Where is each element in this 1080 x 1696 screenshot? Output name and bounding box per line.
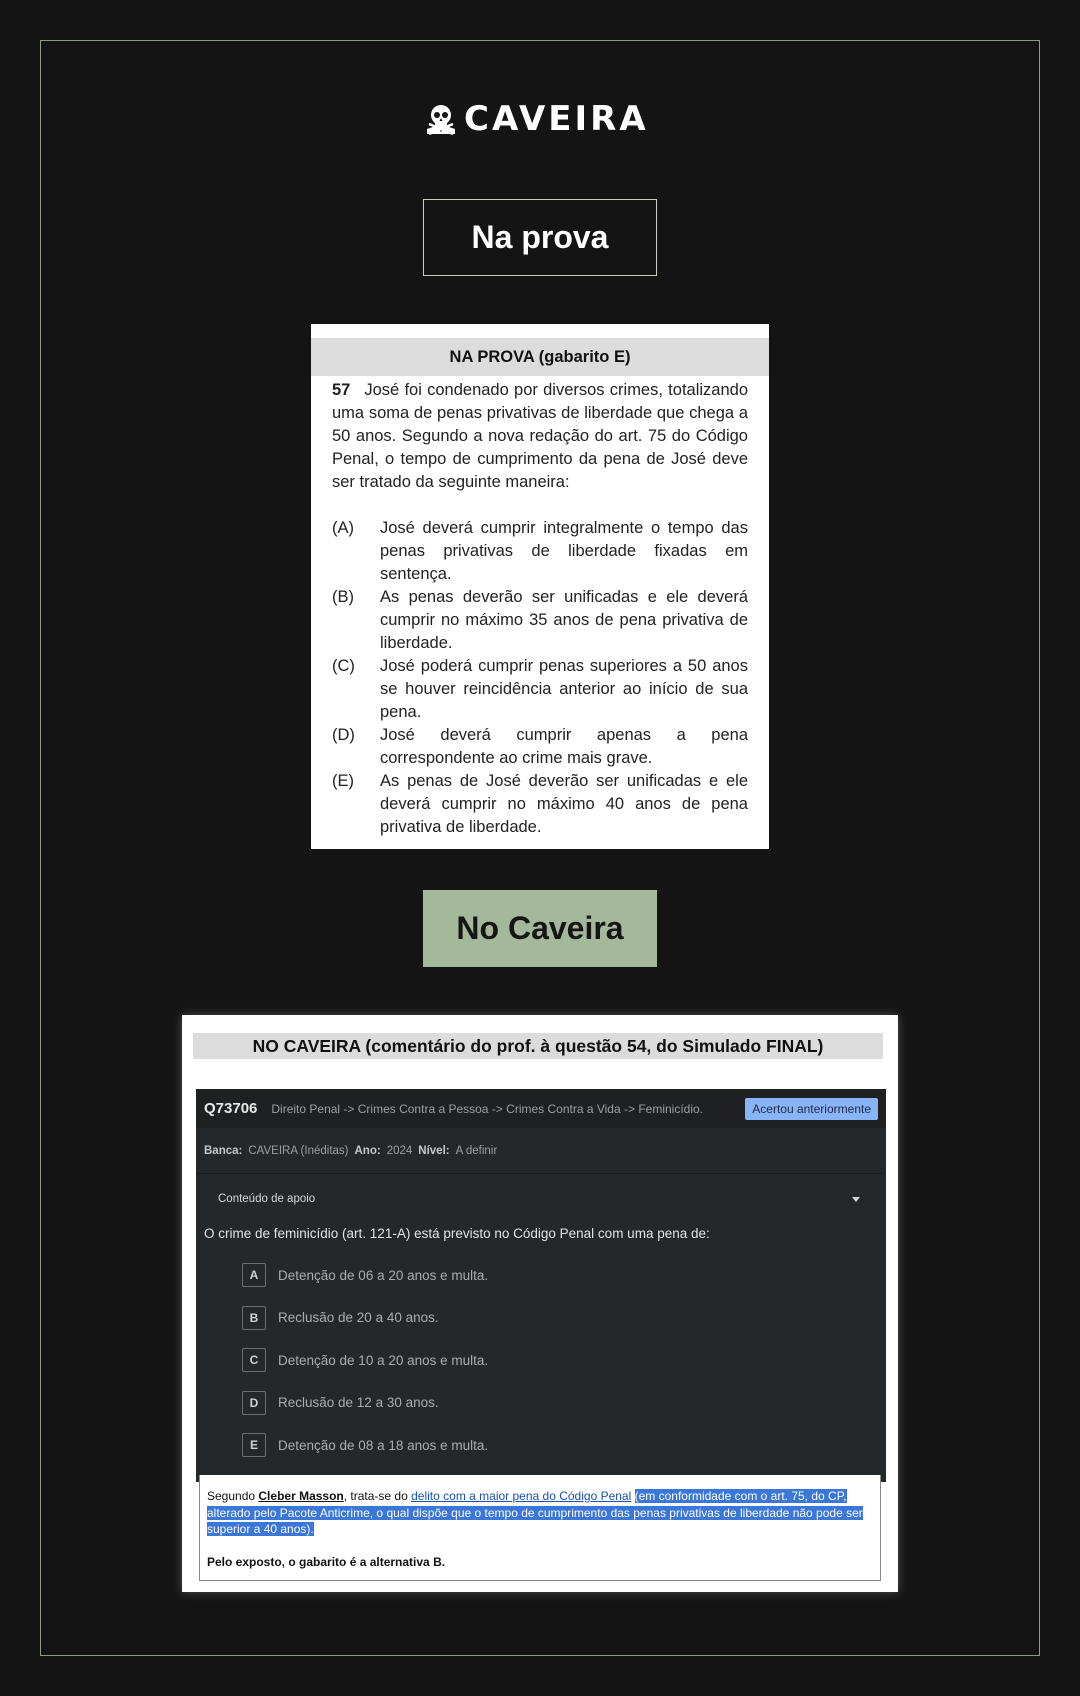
exam-option xyxy=(332,586,748,655)
option-text: José poderá cumprir penas superiores a 50 anos se houver reincidência anterior ao início de sua pena. xyxy=(380,657,748,721)
exam-header: NA PROVA (gabarito E) xyxy=(311,338,769,376)
question-stem: José foi condenado por diversos crimes, totalizando uma soma de penas privativas de liberdade que chega a 50 anos. Segundo a nova redação do art. 75 do Código Penal, o tempo de cumprimento da pena de José deve ser tratado da seguinte maneira: xyxy=(332,381,748,491)
option-letter: (B) xyxy=(332,588,354,606)
question-topbar xyxy=(196,1089,886,1128)
brand-name: CAVEIRA xyxy=(464,99,649,139)
chevron-down-icon xyxy=(852,1197,860,1202)
exam-option xyxy=(332,655,748,724)
comment-author: Cleber Masson xyxy=(258,1489,344,1503)
alternative-letter[interactable]: D xyxy=(242,1391,266,1415)
question-stem: O crime de feminicídio (art. 121-A) está previsto no Código Penal com uma pena de: xyxy=(204,1226,710,1241)
alternative-c[interactable] xyxy=(242,1339,886,1382)
question-number: 57 xyxy=(332,381,351,399)
option-letter: (E) xyxy=(332,772,354,790)
alternative-d[interactable] xyxy=(242,1382,886,1425)
comment-mid: , trata-se do xyxy=(343,1489,412,1503)
alternative-letter[interactable]: A xyxy=(242,1263,266,1287)
alternative-text[interactable]: Reclusão de 12 a 30 anos. xyxy=(278,1395,439,1411)
option-letter: (C) xyxy=(332,657,355,675)
option-text: José deverá cumprir apenas a pena correspondente ao crime mais grave. xyxy=(380,726,748,767)
exam-option xyxy=(332,724,748,770)
option-text: As penas de José deverão ser unificadas e ele deverá cumprir no máximo 40 anos de pena privativa de liberdade. xyxy=(380,772,748,836)
option-letter: (D) xyxy=(332,726,355,744)
banca-label: Banca: xyxy=(204,1144,243,1157)
comment-conclusion: Pelo exposto, o gabarito é a alternativa B. xyxy=(207,1554,446,1569)
alternative-letter[interactable]: B xyxy=(242,1306,266,1330)
nivel-label: Nível: xyxy=(418,1144,450,1157)
caveira-screenshot xyxy=(182,1015,898,1592)
nivel-value: A definir xyxy=(455,1144,498,1157)
exam-option xyxy=(332,517,748,586)
exam-question-text xyxy=(332,379,748,494)
alternative-text[interactable]: Reclusão de 20 a 40 anos. xyxy=(278,1310,439,1326)
alternative-text[interactable]: Detenção de 10 a 20 anos e multa. xyxy=(278,1352,489,1368)
alternative-text[interactable]: Detenção de 06 a 20 anos e multa. xyxy=(278,1267,489,1283)
alternative-b[interactable] xyxy=(242,1297,886,1340)
question-id[interactable]: Q73706 xyxy=(204,1100,258,1117)
comment-intro: Segundo xyxy=(207,1489,259,1503)
professor-comment xyxy=(199,1475,881,1581)
option-text: As penas deverão ser unificadas e ele deverá cumprir no máximo 35 anos de pena privativa de liberdade. xyxy=(380,588,748,652)
alternative-text[interactable]: Detenção de 08 a 18 anos e multa. xyxy=(278,1437,489,1453)
skull-icon xyxy=(424,102,458,136)
exam-question-sheet xyxy=(311,324,769,849)
section-label-exam: Na prova xyxy=(423,199,657,276)
comment-highlight: (em conformidade com o art. 75, do CP, alterado pelo Pacote Anticrime, o qual dispõe que o tempo de cumprimento das penas privativas de liberdade não pode ser superior a 40 anos). xyxy=(207,1489,863,1536)
status-badge: Acertou anteriormente xyxy=(745,1098,878,1120)
caveira-logo xyxy=(424,101,649,137)
exam-option xyxy=(332,770,748,839)
alternatives-list xyxy=(196,1254,886,1467)
caveira-header: NO CAVEIRA (comentário do prof. à questão 54, do Simulado FINAL) xyxy=(193,1033,883,1059)
question-panel xyxy=(196,1089,886,1482)
banca-value: CAVEIRA (Inéditas) xyxy=(248,1144,349,1157)
exam-options xyxy=(332,517,748,839)
alternative-a[interactable] xyxy=(242,1254,886,1297)
support-label: Conteúdo de apoio xyxy=(218,1193,316,1205)
option-letter: (A) xyxy=(332,519,354,537)
comment-link[interactable]: delito com a maior pena do Código Penal xyxy=(411,1489,632,1503)
option-text: José deverá cumprir integralmente o tempo das penas privativas de liberdade fixadas em sentença. xyxy=(380,519,748,583)
breadcrumb: Direito Penal -> Crimes Contra a Pessoa -> Crimes Contra a Vida -> Feminicídio. xyxy=(271,1101,704,1116)
ano-label: Ano: xyxy=(354,1144,381,1157)
alternative-e[interactable] xyxy=(242,1424,886,1467)
section-label-caveira: No Caveira xyxy=(423,890,657,967)
question-meta xyxy=(196,1128,886,1174)
support-content-toggle[interactable] xyxy=(196,1174,886,1224)
alternative-letter[interactable]: C xyxy=(242,1348,266,1372)
ano-value: 2024 xyxy=(386,1144,413,1157)
alternative-letter[interactable]: E xyxy=(242,1433,266,1457)
